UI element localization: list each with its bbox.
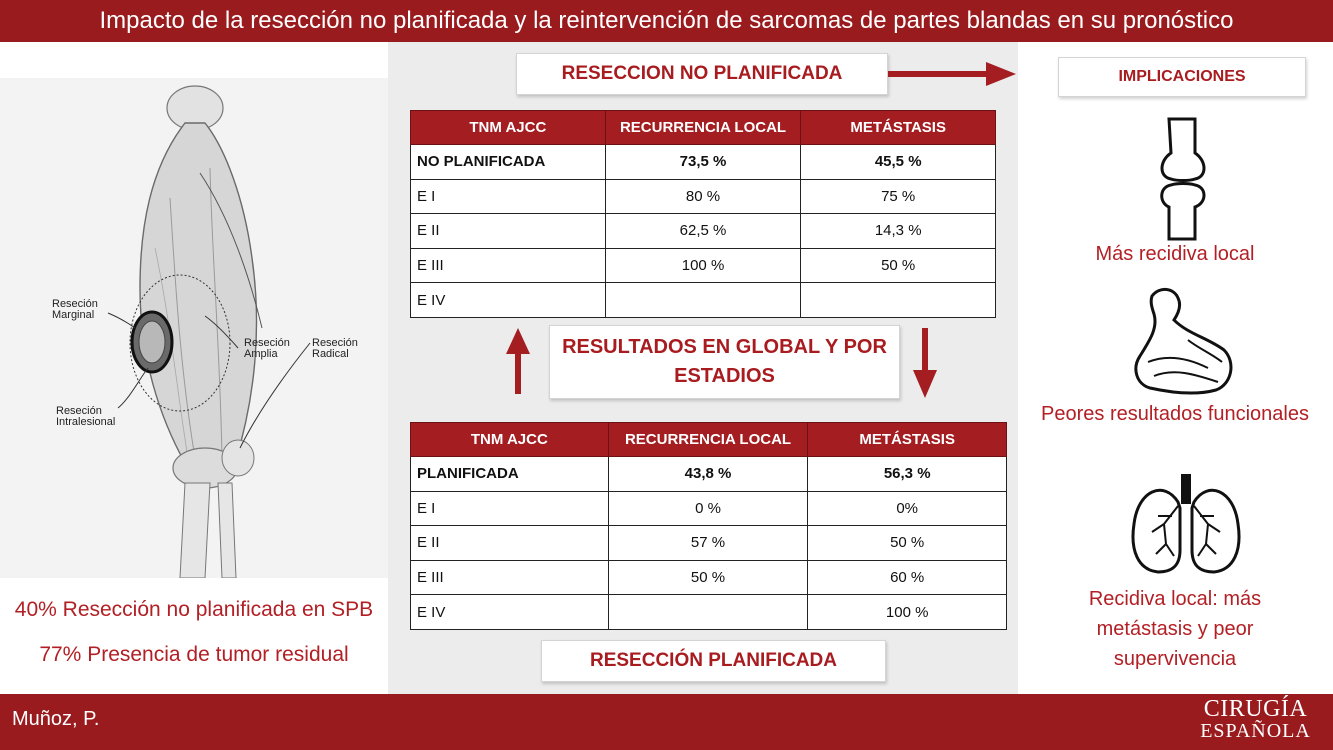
logo-line2: ESPAÑOLA [1200, 720, 1311, 742]
table-row [411, 457, 1007, 492]
cell-stage: E I [411, 491, 609, 526]
left-illustration-panel [0, 78, 388, 578]
cell-recurrence: 57 % [608, 526, 808, 561]
header-metastasis: METÁSTASIS [801, 111, 996, 145]
header-tnm: TNM AJCC [411, 111, 606, 145]
box-no-planificada-label: RESECCION NO PLANIFICADA [561, 63, 843, 84]
cell-recurrence: 100 % [605, 248, 801, 283]
flexed-arm-icon [1128, 284, 1238, 396]
box-no-planificada [516, 53, 888, 95]
label-radical-line1: Reseción [312, 337, 358, 349]
cell-metastasis: 14,3 % [801, 214, 996, 249]
journal-logo [1178, 680, 1333, 750]
table-row [411, 214, 996, 249]
table-row [411, 248, 996, 283]
header-metastasis: METÁSTASIS [808, 423, 1007, 457]
header-tnm: TNM AJCC [411, 423, 609, 457]
label-intralesional-line1: Reseción [56, 405, 102, 417]
table-no-planificada [410, 110, 996, 318]
box-resultados-label: RESULTADOS EN GLOBAL Y POR ESTADIOS [562, 336, 887, 387]
header-recurrencia: RECURRENCIA LOCAL [605, 111, 801, 145]
cell-metastasis: 75 % [801, 179, 996, 214]
box-planificada [541, 640, 886, 682]
header-recurrencia: RECURRENCIA LOCAL [608, 423, 808, 457]
label-marginal-line2: Marginal [52, 309, 95, 321]
cell-recurrence: 50 % [608, 560, 808, 595]
arrow-down-icon [913, 328, 937, 398]
cell-recurrence [605, 283, 801, 318]
box-resultados [549, 325, 900, 399]
table-row [411, 560, 1007, 595]
table-row [411, 491, 1007, 526]
lungs-icon [1128, 472, 1244, 576]
implication-label-supervivencia: Recidiva local: más metástasis y peor supervivencia [1088, 588, 1262, 670]
table-row [411, 145, 996, 180]
cell-stage: PLANIFICADA [411, 457, 609, 492]
label-radical-line2: Radical [312, 348, 349, 360]
footer-bar [0, 694, 1333, 750]
cell-stage: NO PLANIFICADA [411, 145, 606, 180]
cell-metastasis [801, 283, 996, 318]
label-amplia-line2: Amplia [244, 348, 278, 360]
label-intralesional-line2: Intralesional [56, 416, 116, 428]
logo-top-strip [1178, 680, 1333, 694]
stat-unplanned-resection: 40% Resección no planificada en SPB [14, 598, 374, 621]
label-radical [312, 338, 358, 360]
table-row [411, 526, 1007, 561]
cell-stage: E III [411, 560, 609, 595]
cell-recurrence: 62,5 % [605, 214, 801, 249]
table-row [411, 179, 996, 214]
box-planificada-label: RESECCIÓN PLANIFICADA [589, 650, 837, 671]
cell-recurrence [608, 595, 808, 630]
cell-metastasis: 56,3 % [808, 457, 1007, 492]
label-marginal [52, 299, 98, 321]
cell-recurrence: 43,8 % [608, 457, 808, 492]
cell-recurrence: 80 % [605, 179, 801, 214]
label-amplia-line1: Reseción [244, 337, 290, 349]
cell-metastasis: 60 % [808, 560, 1007, 595]
arrow-up-icon [506, 328, 530, 394]
implication-label-recidiva: Más recidiva local [1095, 243, 1255, 265]
cell-metastasis: 50 % [808, 526, 1007, 561]
cell-stage: E II [411, 526, 609, 561]
box-implicaciones [1058, 57, 1306, 97]
title-bar [0, 0, 1333, 42]
author-name: Muñoz, P. [12, 708, 100, 730]
box-implicaciones-label: IMPLICACIONES [1118, 68, 1246, 85]
knee-joint-icon [1155, 117, 1211, 241]
table-row [411, 595, 1007, 630]
table-planificada [410, 422, 1007, 630]
cell-stage: E II [411, 214, 606, 249]
label-intralesional [56, 406, 115, 428]
thigh-anatomy-illustration [0, 78, 388, 578]
label-marginal-line1: Reseción [52, 298, 98, 310]
cell-stage: E IV [411, 283, 606, 318]
cell-metastasis: 100 % [808, 595, 1007, 630]
cell-recurrence: 73,5 % [605, 145, 801, 180]
cell-stage: E IV [411, 595, 609, 630]
stat-residual-tumor: 77% Presencia de tumor residual [39, 643, 349, 666]
cell-stage: E I [411, 179, 606, 214]
label-amplia [244, 338, 290, 360]
cell-stage: E III [411, 248, 606, 283]
page-title: Impacto de la resección no planificada y la reintervención de sarcomas de partes blandas en su pronóstico [99, 7, 1234, 34]
arrow-right-icon [888, 62, 1016, 86]
cell-metastasis: 50 % [801, 248, 996, 283]
table-row [411, 283, 996, 318]
cell-metastasis: 0% [808, 491, 1007, 526]
cell-recurrence: 0 % [608, 491, 808, 526]
logo-line1: CIRUGÍA [1203, 696, 1308, 722]
cell-metastasis: 45,5 % [801, 145, 996, 180]
implication-label-funcionales: Peores resultados funcionales [1041, 403, 1309, 425]
